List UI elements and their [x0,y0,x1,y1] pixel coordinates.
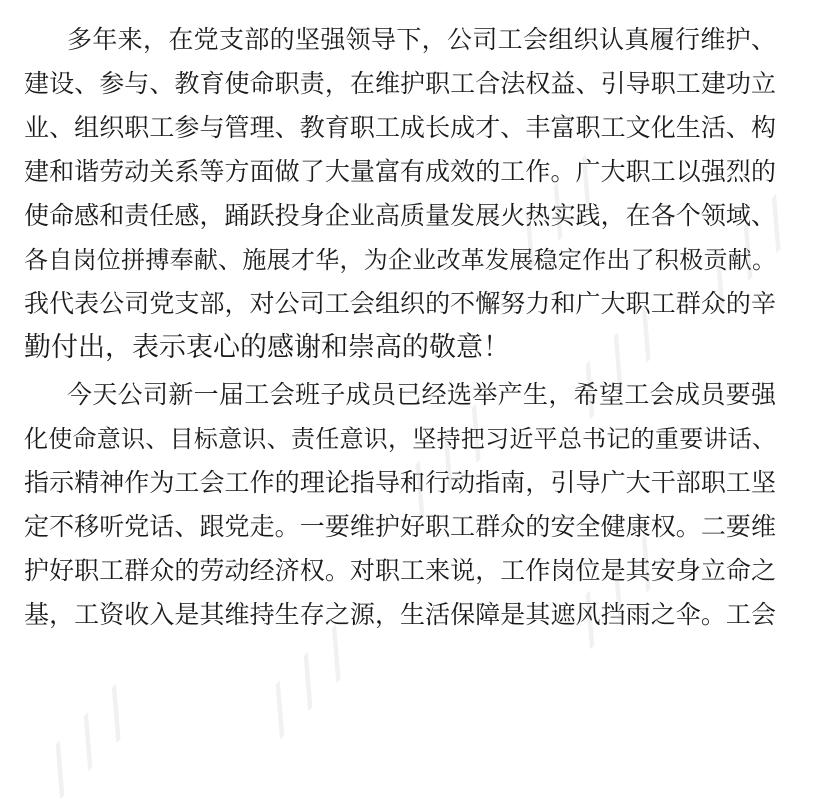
paragraph-2-line-5: 护好职工群众的劳动经济权。对职工来说，工作岗位是其安身立命之 [24,556,776,585]
paragraph-2-line-3: 指示精神作为工会工作的理论指导和行动指南，引导广大干部职工坚 [24,468,776,497]
watermark-mark: ⟋⟋⟋ [554,527,684,657]
watermark-mark: ⟋⟋⟋ [244,617,374,747]
paragraph-1-line-1: 多年来，在党支部的坚强领导下，公司工会组织认真履行维护、 [67,25,776,54]
paragraph-1-line-2: 建设、参与、教育使命职责，在维护职工合法权益、引导职工建功立 [24,69,776,98]
paragraph-1-line-6: 各自岗位拼搏奉献、施展才华，为企业改革发展稳定作出了积极贡献。 [24,246,776,274]
paragraph-1-line-8: 勤付出，表示衷心的感谢和崇高的敬意！ [24,332,510,363]
watermark-mark: ⟋⟋⟋ [384,397,514,527]
watermark-mark: ⟋⟋⟋ [554,297,684,427]
paragraph-1-line-4: 建和谐劳动关系等方面做了大量富有成效的工作。广大职工以强烈的 [24,157,776,186]
watermark-mark: ⟋⟋⟋ [24,677,154,807]
paragraph-2-line-2: 化使命意识、目标意识、责任意识，坚持把习近平总书记的重要讲话、 [24,425,776,453]
paragraph-2-line-1: 今天公司新一届工会班子成员已经选举产生，希望工会成员要强 [67,380,776,409]
paragraph-1-line-3: 业、组织职工参与管理、教育职工成长成才、丰富职工文化生活、构 [24,113,776,142]
watermark-mark: ⟋⟋⟋ [684,187,814,317]
paragraph-1-line-7: 我代表公司党支部，对公司工会组织的不懈努力和广大职工群众的辛 [24,289,776,318]
paragraph-2-line-4: 定不移听党话、跟党走。一要维护好职工群众的安全健康权。二要维 [24,512,776,541]
watermark-mark: ⟋⟋⟋ [494,147,624,277]
paragraph-1-line-5: 使命感和责任感，踊跃投身企业高质量发展火热实践，在各个领域、 [24,201,776,230]
paragraph-2-line-6: 基，工资收入是其维持生存之源，生活保障是其遮风挡雨之伞。工会 [24,600,776,629]
